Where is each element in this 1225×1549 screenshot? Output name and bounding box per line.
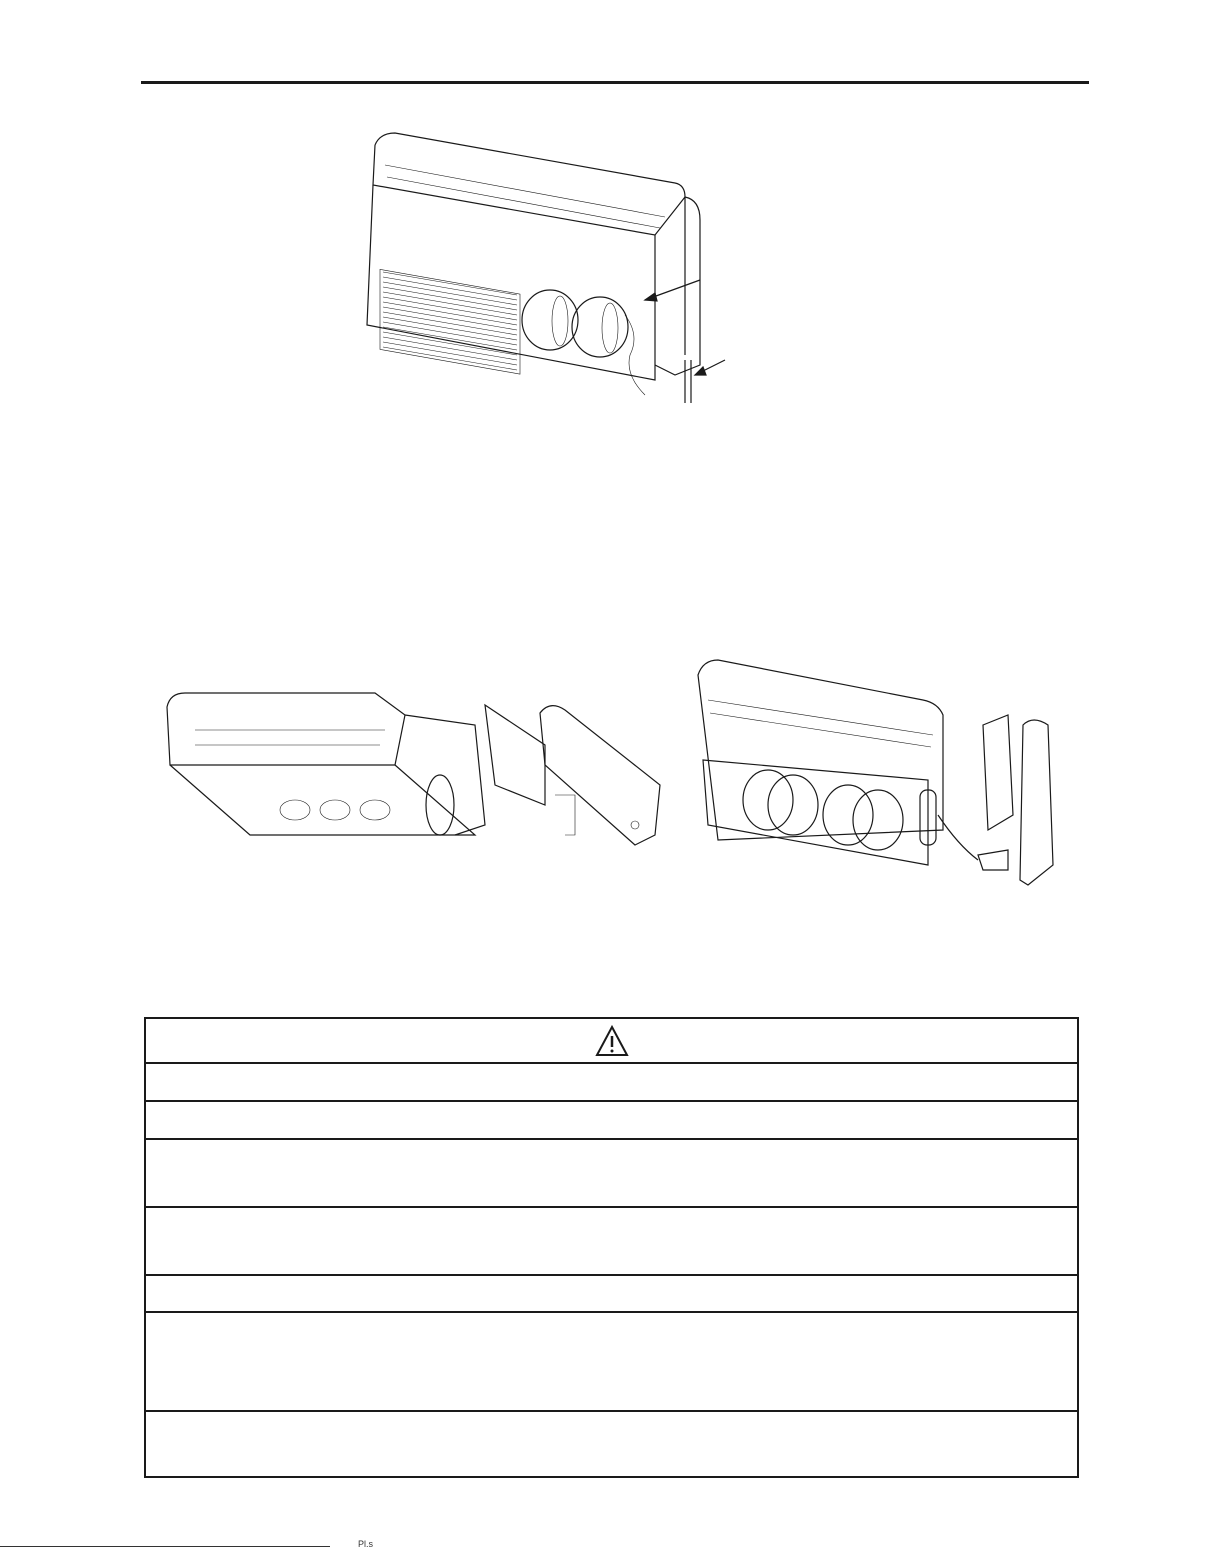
unit-body-tilted [167,693,405,765]
unit-front-outline [367,185,655,380]
warning-table-header [146,1019,1077,1064]
wire-right [938,815,978,860]
warning-row [146,1412,1077,1476]
warning-table [144,1017,1079,1478]
side-cover [540,706,660,845]
warning-row [146,1064,1077,1102]
side-bracket-right [983,715,1013,830]
open-front [703,760,928,865]
figure-disassembly-left [155,685,665,860]
fan-housings [280,800,390,820]
drain-hose [685,360,691,403]
warning-triangle-icon [594,1024,630,1058]
figure-disassembly-right [688,655,1068,895]
figure-unit-with-drain [355,125,735,410]
footer-rule [0,1546,330,1547]
side-cover-right [1020,720,1053,885]
warning-row [146,1102,1077,1140]
unit-top-outline [375,133,685,355]
blower-fans [522,290,628,357]
footer-mark: Pl.s [358,1539,374,1549]
side-frame [405,715,485,835]
warning-row [146,1313,1077,1412]
side-bracket [485,705,545,805]
arrow-panel [645,280,700,301]
header-rule [141,81,1089,84]
warning-row [146,1140,1077,1208]
warning-row [146,1208,1077,1276]
warning-row [146,1276,1077,1313]
unit-body-upright [698,660,943,840]
